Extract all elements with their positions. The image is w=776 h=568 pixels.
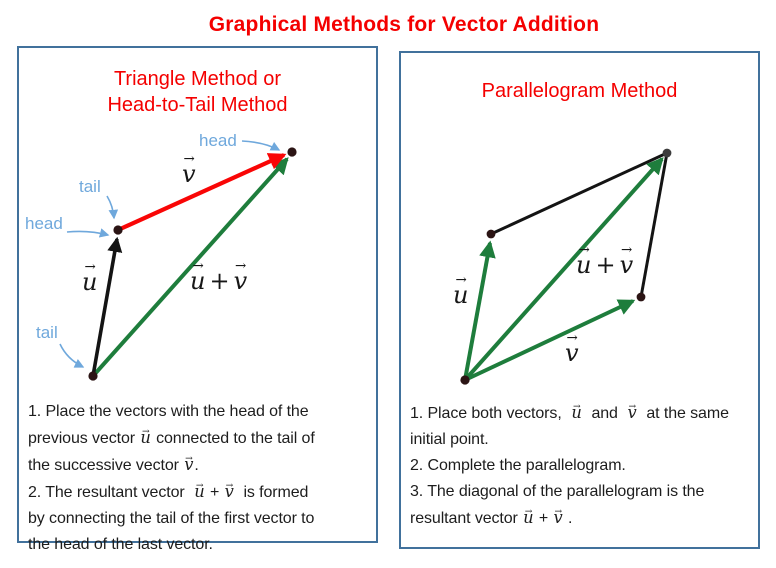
tail-label-bottom: tail bbox=[36, 323, 58, 342]
triangle-vector-u-label bbox=[81, 268, 98, 296]
triangle-panel-title-line2: Head-to-Tail Method bbox=[107, 94, 288, 116]
tail-bottom-leader-arrow bbox=[60, 344, 83, 367]
instruction-text: and bbox=[582, 405, 627, 422]
triangle-middle-point-dot bbox=[113, 225, 122, 234]
instruction-line bbox=[28, 399, 374, 425]
vector-symbol-u: → u bbox=[575, 251, 592, 279]
triangle-vector-u-plus-v-label bbox=[189, 267, 248, 295]
instruction-text: 1. Place the vectors with the head of the bbox=[28, 403, 309, 420]
triangle-method-panel bbox=[17, 46, 378, 553]
instruction-text: is formed bbox=[234, 484, 309, 501]
vector-symbol-v: → v bbox=[564, 339, 580, 367]
triangle-panel-title-line1: Triangle Method or bbox=[113, 68, 282, 90]
instruction-line bbox=[410, 427, 758, 453]
instruction-line bbox=[410, 505, 758, 532]
parallelogram-vector-v-label bbox=[564, 339, 580, 367]
parallelogram-panel-title: Parallelogram Method bbox=[481, 80, 678, 102]
vector-symbol-u: → u bbox=[81, 268, 98, 296]
instruction-text: connected to the tail of bbox=[151, 430, 315, 447]
parallelogram-vector-u-label bbox=[452, 281, 469, 309]
parallelogram-v-head-dot bbox=[637, 293, 646, 302]
vector-symbol-u: → u bbox=[193, 479, 205, 505]
triangle-instructions bbox=[28, 399, 374, 558]
instruction-text: 3. The diagonal of the parallelogram is the bbox=[410, 483, 705, 500]
parallelogram-vector-u-plus-v-label bbox=[575, 251, 634, 279]
vector-symbol-v: → v bbox=[183, 452, 194, 478]
instruction-text: the successive vector bbox=[28, 457, 184, 474]
head-middle-leader-arrow bbox=[67, 231, 108, 235]
instruction-line bbox=[28, 479, 374, 506]
instruction-line bbox=[28, 425, 374, 452]
vector-symbol-v: → v bbox=[552, 505, 563, 531]
vector-symbol-v: → v bbox=[619, 251, 635, 279]
parallelogram-origin-dot bbox=[460, 375, 469, 384]
plus-sign: + bbox=[595, 251, 616, 279]
head-label-middle: head bbox=[25, 214, 63, 233]
triangle-tail-point-dot bbox=[88, 371, 97, 380]
vector-symbol-u: → u bbox=[522, 505, 534, 531]
parallelogram-instructions bbox=[410, 400, 758, 532]
instruction-line bbox=[410, 479, 758, 505]
head-top-leader-arrow bbox=[242, 141, 279, 150]
head-label-top: head bbox=[199, 131, 237, 150]
instruction-text: at the same bbox=[637, 405, 729, 422]
vector-symbol-u: → u bbox=[452, 281, 469, 309]
parallelogram-vector-u bbox=[465, 243, 490, 380]
vector-symbol-v: → v bbox=[627, 400, 638, 426]
instruction-text: 2. The resultant vector bbox=[28, 484, 194, 501]
instruction-text: . bbox=[194, 457, 199, 474]
instruction-line bbox=[410, 453, 758, 479]
instruction-text: 1. Place both vectors, bbox=[410, 405, 571, 422]
instruction-text: initial point. bbox=[410, 431, 489, 448]
instruction-line bbox=[28, 506, 374, 532]
parallelogram-method-panel bbox=[399, 51, 760, 549]
instruction-text: resultant vector bbox=[410, 510, 523, 527]
vector-symbol-v: → v bbox=[181, 160, 197, 188]
instruction-text: the head of the last vector. bbox=[28, 536, 213, 553]
vector-symbol-u: → u bbox=[189, 267, 206, 295]
parallelogram-edge-right bbox=[641, 153, 667, 297]
triangle-vector-v-label bbox=[181, 160, 197, 188]
triangle-head-point-dot bbox=[287, 147, 296, 156]
vector-symbol-v: → v bbox=[233, 267, 249, 295]
instruction-text: + bbox=[205, 484, 224, 501]
vector-symbol-v: → v bbox=[224, 479, 235, 505]
instruction-text: 2. Complete the parallelogram. bbox=[410, 457, 626, 474]
parallelogram-u-head-dot bbox=[487, 230, 496, 239]
parallelogram-vector-v bbox=[465, 301, 633, 380]
vector-symbol-u: → u bbox=[570, 400, 582, 426]
instruction-text: previous vector bbox=[28, 430, 140, 447]
instruction-line bbox=[410, 400, 758, 427]
tail-middle-leader-arrow bbox=[107, 196, 114, 218]
vector-symbol-u: → u bbox=[139, 425, 151, 451]
instruction-line bbox=[28, 532, 374, 558]
parallelogram-top-dot bbox=[663, 149, 672, 158]
page-title: Graphical Methods for Vector Addition bbox=[208, 13, 600, 36]
tail-label-middle: tail bbox=[79, 177, 101, 196]
plus-sign: + bbox=[209, 267, 230, 295]
instruction-text: . bbox=[563, 510, 573, 527]
instruction-text: by connecting the tail of the first vector to bbox=[28, 510, 315, 527]
instruction-text: + bbox=[534, 510, 553, 527]
parallelogram-edge-top bbox=[491, 153, 667, 234]
